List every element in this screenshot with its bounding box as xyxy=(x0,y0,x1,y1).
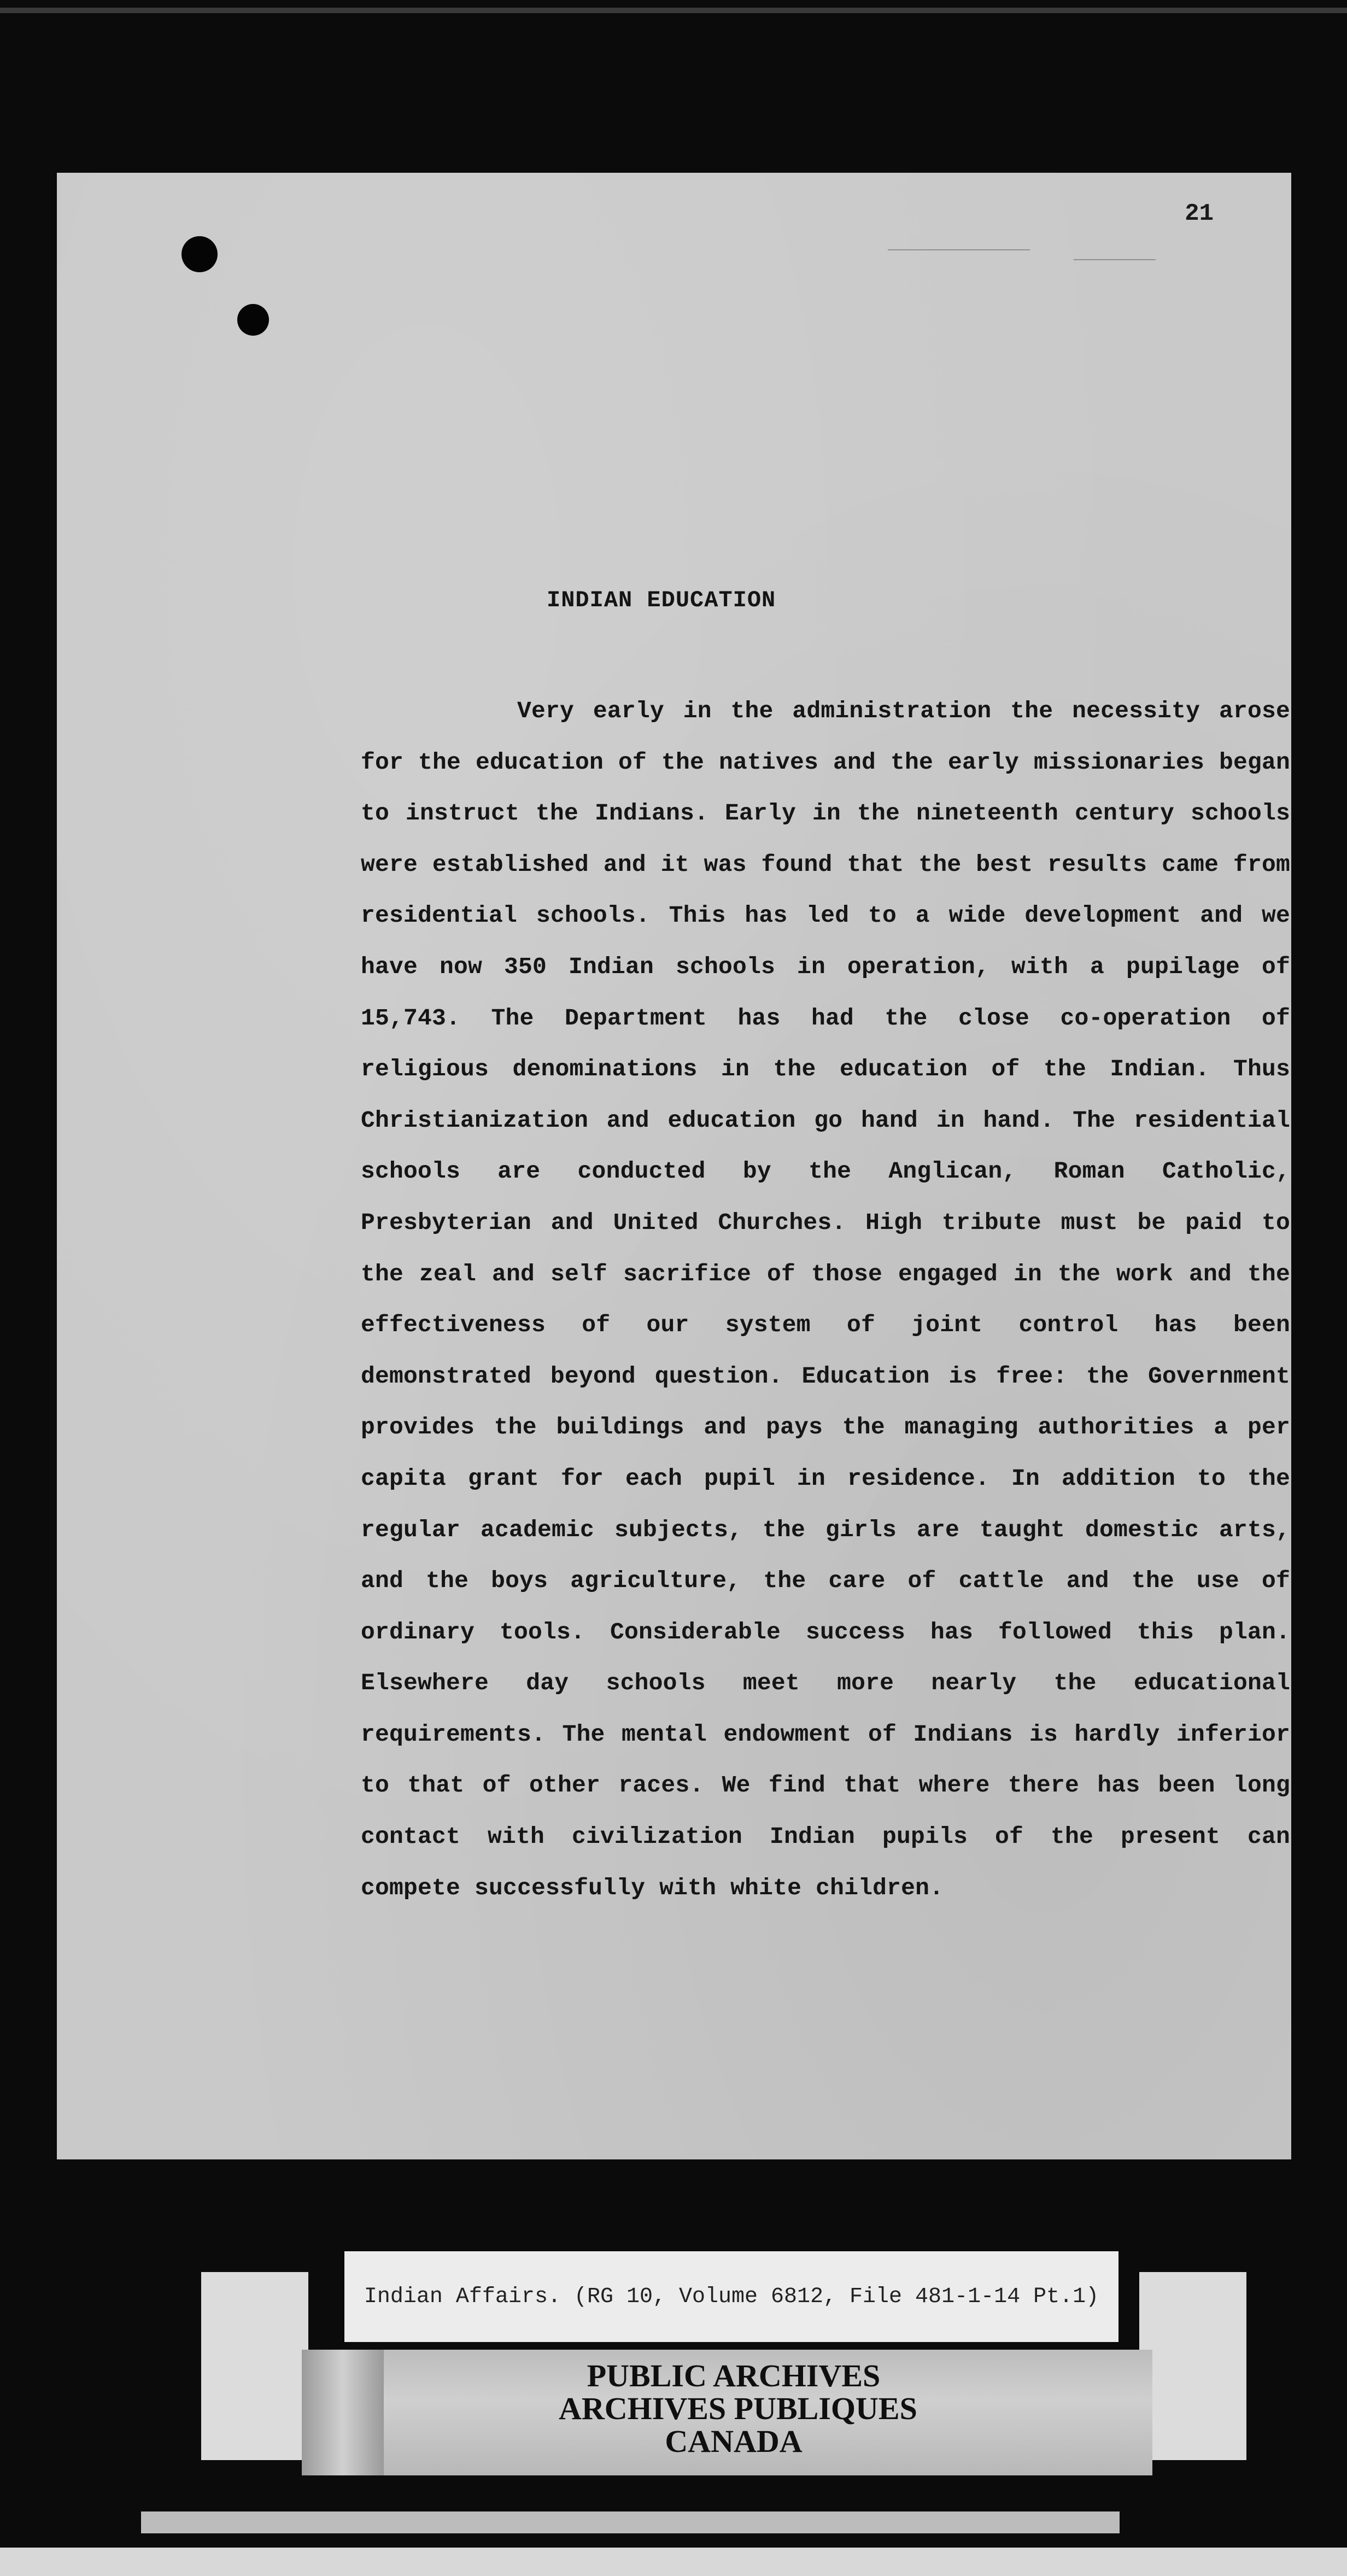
paper-mark xyxy=(888,249,1030,250)
page-number: 21 xyxy=(1185,200,1214,227)
document-body: Very early in the administration the necessity arose for the education of the natives and the early missionaries began to instruct the Indians. Early in the nineteenth century schools were established and it was found that the best results came from residential schools. This has led to a wide development and we have now 350 Indian schools in operation, with a pupilage of 15,743. The Department has had the close co-operation of religious denominations in the education of the Indian. Thus Christianization and education go hand in hand. The residential schools are conducted by the Anglican, Roman Catholic, Presbyterian and United Churches. High tribute must be paid to the zeal and self sacrifice of those engaged in the work and the effectiveness of our system of joint control has been demonstrated beyond question. Education is free: the Government provides the buildings and pays the managing authorities a per capita grant for each pupil in residence. In addition to the regular academic subjects, the girls are taught domestic arts, and the boys agriculture, the care of cattle and the use of ordinary tools. Considerable success has followed this plan. Elsewhere day schools meet more nearly the educational requirements. The mental endowment of Indians is hardly inferior to that of other races. We find that where there has been long contact with civilization Indian pupils of the present can compete successfully with white children. xyxy=(361,698,1290,1901)
archive-label-block xyxy=(201,2246,1246,2497)
citation-text: Indian Affairs. (RG 10, Volume 6812, File 481-1-14 Pt.1) xyxy=(364,2284,1099,2309)
paper-mark xyxy=(1074,259,1156,260)
stamp-line: ARCHIVES PUBLIQUES xyxy=(559,2391,917,2426)
film-frame-edge xyxy=(0,2548,1347,2576)
tape-strip xyxy=(201,2272,308,2460)
archives-stamp xyxy=(302,2350,1152,2475)
label-bottom-edge xyxy=(141,2511,1120,2533)
document-title: INDIAN EDUCATION xyxy=(547,587,776,613)
stamp-line: PUBLIC ARCHIVES xyxy=(587,2358,881,2393)
tape-roll xyxy=(302,2350,384,2475)
punch-hole xyxy=(237,304,269,336)
citation-label xyxy=(344,2251,1118,2342)
tape-strip xyxy=(1139,2272,1246,2460)
punch-hole xyxy=(181,236,218,272)
stamp-line: CANADA xyxy=(665,2423,803,2459)
document-page xyxy=(57,173,1291,2159)
film-frame-edge xyxy=(0,8,1347,13)
stamp-text xyxy=(559,2358,917,2459)
